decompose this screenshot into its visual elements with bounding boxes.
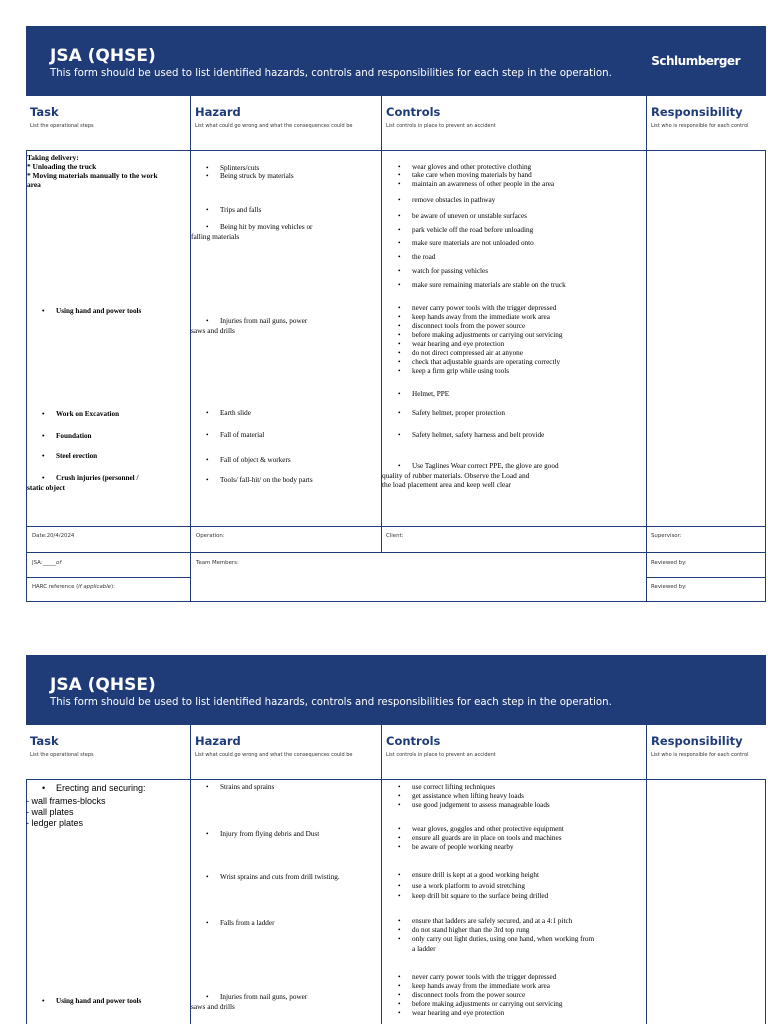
task-item-cont: static object: [27, 483, 65, 492]
date-field: Date:20/4/2024: [32, 533, 75, 539]
jsa-page-2: [26, 655, 766, 1024]
control-item: • ensure all guards are in place on tools and machines: [398, 834, 562, 842]
controls-header: Controls List controls in place to prevent an accident: [382, 725, 647, 779]
hazard-item: • Injuries from nail guns, power: [206, 993, 308, 1001]
control-item: • ensure drill is kept at a good working height: [398, 871, 539, 879]
control-item: • take care when moving materials by hand: [398, 171, 532, 179]
column-divider: [646, 779, 647, 1024]
reviewed-by-field: Reviewed by:: [651, 560, 687, 566]
form-title: JSA (QHSE): [50, 46, 156, 66]
hazard-item: • Strains and sprains: [206, 783, 275, 791]
control-item: • do not stand higher than the 3rd top rung: [398, 926, 530, 934]
hazard-item-cont: falling materials: [191, 232, 240, 241]
control-item: • wear hearing and eye protection: [398, 1009, 505, 1017]
task-sub-item: - wall frames-blocks: [26, 796, 106, 806]
control-item: • use a work platform to avoid stretching: [398, 882, 525, 890]
column-divider: [190, 150, 191, 602]
control-item-cont: quality of rubber materials. Observe the Load and: [382, 471, 530, 480]
control-item: • ensure that ladders are safely secured, and at a 4:1 pitch: [398, 917, 573, 925]
footer-divider: [26, 577, 191, 578]
hazard-header: Hazard List what could go wrong and what the consequences could be: [191, 96, 382, 150]
header-divider: [26, 150, 766, 151]
hazard-item: • Tools/ fall-hit/ on the body parts: [206, 476, 313, 484]
control-item-cont: a ladder: [412, 944, 436, 953]
column-divider: [190, 779, 191, 1024]
task-delivery-step: * Unloading the truck: [27, 162, 97, 171]
task-item: • Foundation: [42, 432, 92, 440]
control-item: • be aware of uneven or unstable surfaces: [398, 212, 527, 220]
hazard-item: • Earth slide: [206, 409, 251, 417]
control-item: • the road: [398, 253, 436, 261]
team-members-field: Team Members:: [196, 560, 239, 566]
reviewed-by-field: Reviewed by:: [651, 584, 687, 590]
control-item: • remove obstacles in pathway: [398, 196, 496, 204]
control-item: • before making adjustments or carrying out servicing: [398, 1000, 563, 1008]
control-item: • disconnect tools from the power source: [398, 322, 526, 330]
control-item-cont: the load placement area and keep well clear: [382, 480, 512, 489]
control-item: • keep a firm grip while using tools: [398, 367, 510, 375]
column-divider: [646, 150, 647, 602]
task-item: • Using hand and power tools: [42, 997, 142, 1005]
task-delivery-step: * Moving materials manually to the work: [27, 171, 158, 180]
control-item: • make sure remaining materials are stable on the truck: [398, 281, 566, 289]
control-item: • before making adjustments or carrying out servicing: [398, 331, 563, 339]
control-item: • be aware of people working nearby: [398, 843, 514, 851]
control-item: • wear gloves and other protective clothing: [398, 163, 532, 171]
control-item: • use correct lifting techniques: [398, 783, 496, 791]
table-right-border: [765, 150, 766, 602]
control-item: • Safety helmet, proper protection: [398, 409, 506, 417]
responsibility-header: Responsibility List who is responsible for each control: [651, 734, 749, 758]
control-item: • only carry out light duties, using one hand, when working from: [398, 935, 595, 943]
task-sub-item: - ledger plates: [26, 818, 84, 828]
footer-divider: [646, 577, 766, 578]
header-divider: [26, 779, 766, 780]
task-item: • Steel erection: [42, 452, 98, 460]
hazard-item: • Trips and falls: [206, 206, 262, 214]
footer-divider: [26, 601, 766, 602]
jsa-number-field: JSA:_____of: [32, 560, 62, 566]
task-item: • Crush injuries (personnel /: [42, 474, 139, 482]
task-sub-item: - wall plates: [26, 807, 74, 817]
column-divider: [381, 150, 382, 552]
control-item: • Use Taglines Wear correct PPE, the glove are good: [398, 462, 559, 470]
task-delivery: Taking delivery:: [27, 153, 79, 162]
hazard-item-cont: saws and drills: [191, 1002, 235, 1011]
form-subtitle: This form should be used to list identified hazards, controls and responsibilities for each step in the operation.: [50, 68, 612, 79]
hazard-item-cont: saws and drills: [191, 326, 235, 335]
supervisor-field: Supervisor:: [651, 533, 682, 539]
control-item: • maintain an awareness of other people in the area: [398, 180, 555, 188]
hazard-item: • Being struck by materials: [206, 172, 294, 180]
controls-header: Controls List controls in place to prevent an accident: [382, 96, 647, 150]
harc-reference-field: HARC reference (if applicable):: [32, 584, 115, 590]
control-item: • check that adjustable guards are operating correctly: [398, 358, 561, 366]
form-title: JSA (QHSE): [50, 675, 156, 695]
operation-field: Operation:: [196, 533, 225, 539]
task-item: • Work on Excavation: [42, 410, 120, 418]
task-delivery-step: area: [27, 180, 41, 189]
control-item: • wear gloves, goggles and other protective equipment: [398, 825, 564, 833]
control-item: • keep hands away from the immediate work area: [398, 982, 550, 990]
control-item: • Safety helmet, safety harness and belt provide: [398, 431, 545, 439]
hazard-item: • Injuries from nail guns, power: [206, 317, 308, 325]
responsibility-header: Responsibility List who is responsible for each control: [651, 105, 749, 129]
task-item: • Erecting and securing:: [42, 783, 146, 793]
hazard-item: • Splinters/cuts: [206, 164, 260, 172]
form-banner: [26, 655, 766, 725]
hazard-item: • Injury from flying debris and Dust: [206, 830, 320, 838]
form-banner: [26, 26, 766, 96]
control-item: • Helmet, PPE: [398, 390, 450, 398]
footer-divider: [26, 526, 766, 527]
control-item: • never carry power tools with the trigger depressed: [398, 304, 557, 312]
hazard-item: • Fall of material: [206, 431, 265, 439]
control-item: • keep hands away from the immediate work area: [398, 313, 550, 321]
footer-divider: [26, 552, 766, 553]
control-item: • make sure materials are not unloaded onto: [398, 239, 534, 247]
control-item: • get assistance when lifting heavy loads: [398, 792, 524, 800]
company-logo: Schlumberger: [651, 54, 740, 68]
hazard-item: • Fall of object & workers: [206, 456, 291, 464]
control-item: • keep drill bit square to the surface being drilled: [398, 892, 549, 900]
control-item: • do not direct compressed air at anyone: [398, 349, 523, 357]
control-item: • use good judgement to assess manageable loads: [398, 801, 550, 809]
control-item: • park vehicle off the road before unloading: [398, 226, 534, 234]
form-subtitle: This form should be used to list identified hazards, controls and responsibilities for each step in the operation.: [50, 697, 612, 708]
hazard-item: • Wrist sprains and cuts from drill twisting.: [206, 873, 340, 881]
client-field: Client:: [386, 533, 404, 539]
hazard-item: • Falls from a ladder: [206, 919, 275, 927]
column-divider: [381, 526, 382, 552]
control-item: • wear hearing and eye protection: [398, 340, 505, 348]
hazard-item: • Being hit by moving vehicles or: [206, 223, 313, 231]
control-item: • disconnect tools from the power source: [398, 991, 526, 999]
task-item: • Using hand and power tools: [42, 307, 142, 315]
column-divider: [381, 779, 382, 1024]
control-item: • never carry power tools with the trigger depressed: [398, 973, 557, 981]
table-right-border: [765, 779, 766, 1024]
task-header: Task List the operational steps: [26, 96, 191, 150]
hazard-header: Hazard List what could go wrong and what the consequences could be: [191, 725, 382, 779]
table-left-border: [26, 150, 27, 602]
control-item: • watch for passing vehicles: [398, 267, 489, 275]
task-header: Task List the operational steps: [26, 725, 191, 779]
jsa-page-1: [26, 26, 766, 602]
